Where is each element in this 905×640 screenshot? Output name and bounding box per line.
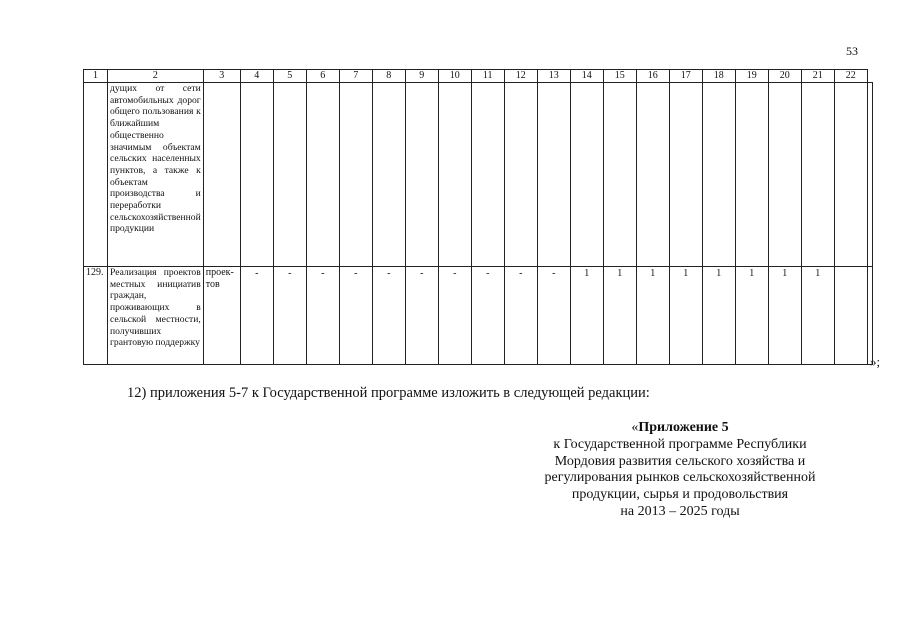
appendix-heading [520, 420, 840, 521]
column-number: 19 [735, 70, 768, 83]
row-value: 1 [570, 267, 603, 365]
row-value [438, 83, 471, 267]
row-value [372, 83, 405, 267]
row-value [867, 267, 872, 365]
row-value [768, 83, 801, 267]
row-value [537, 83, 570, 267]
column-number: 17 [669, 70, 702, 83]
column-number: 21 [801, 70, 834, 83]
row-value: 1 [801, 267, 834, 365]
row-value: - [273, 267, 306, 365]
row-value: 1 [669, 267, 702, 365]
row-value: - [537, 267, 570, 365]
row-unit [203, 83, 240, 267]
row-value [471, 83, 504, 267]
row-value: 1 [768, 267, 801, 365]
row-description: дущих от сети автомобильных дорог общего пользования к ближайшим общественно значимым объектам сельских населенных пунктов, а также к объектам производства и переработки сельскохозяйственной продукции [108, 83, 204, 267]
row-value [273, 83, 306, 267]
row-value [867, 83, 872, 267]
table-row [84, 83, 873, 267]
row-value: 1 [735, 267, 768, 365]
row-value: - [339, 267, 372, 365]
row-value [735, 83, 768, 267]
row-value [570, 83, 603, 267]
row-value: 1 [702, 267, 735, 365]
table-header-row [84, 70, 873, 83]
opening-quote: « [631, 420, 639, 435]
amendment-paragraph: 12) приложения 5-7 к Государственной программе изложить в следующей редакции: [127, 385, 650, 401]
appendix-subtitle-line: регулирования рынков сельскохозяйственной [544, 470, 816, 486]
row-value [702, 83, 735, 267]
column-number: 11 [471, 70, 504, 83]
appendix-subtitle-line: Мордовия развития сельского хозяйства и [554, 453, 806, 469]
column-number: 20 [768, 70, 801, 83]
column-number: 6 [306, 70, 339, 83]
row-value: - [405, 267, 438, 365]
row-value: - [306, 267, 339, 365]
column-number: 10 [438, 70, 471, 83]
row-value: - [471, 267, 504, 365]
appendix-subtitle-line: продукции, сырья и продовольствия [571, 487, 789, 503]
appendix-subtitle-line: на 2013 – 2025 годы [620, 503, 740, 519]
column-number: 18 [702, 70, 735, 83]
row-unit: проек-тов [203, 267, 240, 365]
table-row [84, 267, 873, 365]
row-value [504, 83, 537, 267]
column-number: 22 [834, 70, 867, 83]
row-value: 1 [603, 267, 636, 365]
row-value [669, 83, 702, 267]
column-number: 3 [203, 70, 240, 83]
row-value: 1 [636, 267, 669, 365]
appendix-subtitle-line: к Государственной программе Республики [553, 436, 807, 452]
column-number: 9 [405, 70, 438, 83]
row-value [603, 83, 636, 267]
row-value [405, 83, 438, 267]
column-number: 16 [636, 70, 669, 83]
column-number: 4 [240, 70, 273, 83]
row-value: - [240, 267, 273, 365]
row-value [834, 83, 867, 267]
row-number [84, 83, 108, 267]
row-value [801, 83, 834, 267]
column-number: 5 [273, 70, 306, 83]
row-value: - [504, 267, 537, 365]
column-number: 2 [108, 70, 204, 83]
appendix-title-line [520, 420, 840, 437]
column-number: 12 [504, 70, 537, 83]
row-value [339, 83, 372, 267]
row-description: Реализация проектов местных инициатив граждан, проживающих в сельской местности, получивших грантовую поддержку [108, 267, 204, 365]
program-indicators-table [83, 69, 873, 365]
row-value: - [372, 267, 405, 365]
row-number: 129. [84, 267, 108, 365]
page-number: 53 [846, 44, 858, 58]
appendix-title: Приложение 5 [638, 420, 729, 435]
column-number: 1 [84, 70, 108, 83]
row-value [636, 83, 669, 267]
row-value [306, 83, 339, 267]
row-value: - [438, 267, 471, 365]
row-value [834, 267, 867, 365]
column-number: 13 [537, 70, 570, 83]
column-number: 7 [339, 70, 372, 83]
column-number: 8 [372, 70, 405, 83]
row-value [240, 83, 273, 267]
closing-quote: »; [870, 354, 881, 369]
column-number: 14 [570, 70, 603, 83]
column-number: 15 [603, 70, 636, 83]
